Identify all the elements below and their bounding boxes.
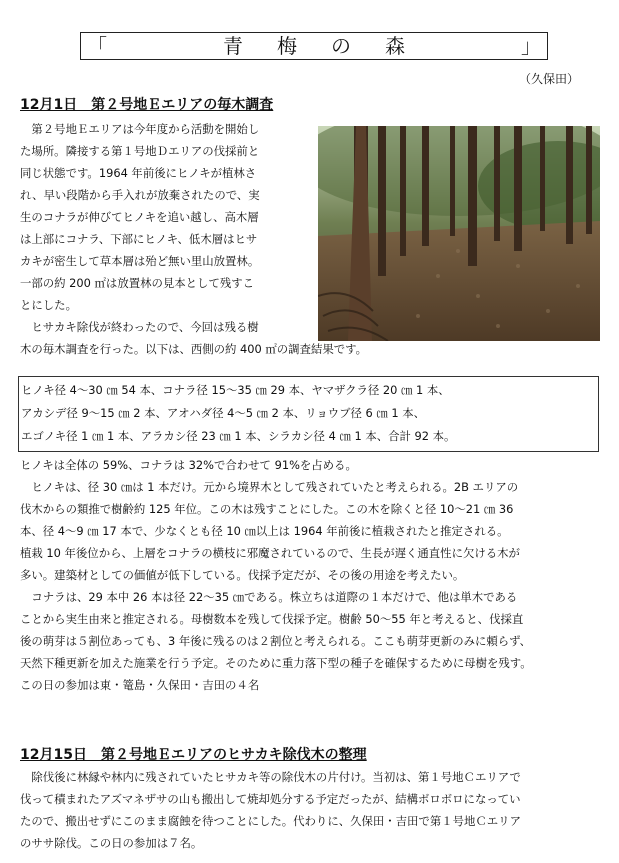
text-line: れ、早い段階から手入れが放棄されたので、実 xyxy=(20,188,260,202)
survey-line: アカシデ径 9～15 ㎝ 2 本、アオハダ径 4～5 ㎝ 2 本、リョウブ径 6 ㎝ 1 本、 xyxy=(21,406,426,420)
title-close-bracket: 」 xyxy=(521,34,541,58)
text-line: 同じ状態です。1964 年前後にヒノキが植林さ xyxy=(20,166,257,180)
text-line: 植栽 10 年後位から、上層をコナラの横枝に邪魔されているので、生長が遅く通直性に欠ける木が xyxy=(20,546,520,560)
section1-body xyxy=(20,454,532,696)
survey-results-box xyxy=(18,376,599,452)
text-line: 除伐後に林縁や林内に残されていたヒサカキ等の除伐木の片付け。当初は、第１号地Ｃエリアで xyxy=(20,770,521,784)
section2-heading: 12月15日 第２号地Ｅエリアのヒサカキ除伐木の整理 xyxy=(20,747,367,763)
forest-photo xyxy=(318,126,600,341)
text-line: 本、径 4～9 ㎝ 17 本で、少なくとも径 10 ㎝以上は 1964 年前後に植栽されたと推定される。 xyxy=(20,524,509,538)
text-line: 多い。建築材としての価値が低下している。伐採予定だが、その後の用途を考えたい。 xyxy=(20,568,465,582)
survey-line: ヒノキ径 4～30 ㎝ 54 本、コナラ径 15～35 ㎝ 29 本、ヤマザクラ径 20 ㎝ 1 本、 xyxy=(21,383,450,397)
text-line: ヒサカキ除伐が終わったので、今回は残る樹 xyxy=(20,320,259,334)
text-line: 生のコナラが伸びてヒノキを追い越し、高木層 xyxy=(20,210,259,224)
text-line: ことから実生由来と推定される。母樹数本を残して伐採予定。樹齢 50～55 年と考えると、伐採直 xyxy=(20,612,524,626)
author-name: （久保田） xyxy=(518,72,579,86)
section1-heading: 12月1日 第２号地Ｅエリアの毎木調査 xyxy=(20,97,274,113)
text-line: 木の毎木調査を行った。以下は、西側の約 400 ㎡の調査結果です。 xyxy=(20,342,368,356)
text-line: ヒノキは、径 30 ㎝は 1 本だけ。元から境界木として残されていたと考えられる。2B エリアの xyxy=(20,480,519,494)
newsletter-title-box xyxy=(80,32,548,60)
title-open-bracket: 「 xyxy=(87,34,107,58)
text-line: 一部の約 200 ㎡は放置林の見本として残すこ xyxy=(20,276,255,290)
text-line: た場所。隣接する第１号地Ｄエリアの伐採前と xyxy=(20,144,260,158)
text-line: カキが密生して草本層は殆ど無い里山放置林。 xyxy=(20,254,260,268)
text-line: 伐木からの類推で樹齢約 125 年位。この木は残すことにした。この木を除くと径 10～21 ㎝ 36 xyxy=(20,502,514,516)
text-line: とにした。 xyxy=(20,298,77,312)
text-line: この日の参加は東・篭島・久保田・吉田の４名 xyxy=(20,678,260,692)
text-line: 天然下種更新を加えた施業を行う予定。そのために重力落下型の種子を確保するために母樹を残す。 xyxy=(20,656,532,670)
newsletter-title: 青梅の森 xyxy=(223,34,439,58)
text-line: 後の萌芽は５割位あっても、3 年後に残るのは２割位と考えられる。ここも萌芽更新のみに頼らず、 xyxy=(20,634,532,648)
text-line: 伐って積まれたアズマネザサの山も搬出して焼却処分する予定だったが、結構ボロボロになってい xyxy=(20,792,521,806)
section2-body xyxy=(20,766,521,854)
text-line: のササ除伐。この日の参加は７名。 xyxy=(20,836,203,850)
text-line: ヒノキは全体の 59%、コナラは 32%で合わせて 91%を占める。 xyxy=(20,458,357,472)
text-line: たので、搬出せずにこのまま腐蝕を待つことにした。代わりに、久保田・吉田で第１号地Ｃエリア xyxy=(20,814,521,828)
section1-intro xyxy=(20,118,367,360)
text-line: は上部にコナラ、下部にヒノキ、低木層はヒサ xyxy=(20,232,258,246)
text-line: 第２号地Ｅエリアは今年度から活動を開始し xyxy=(20,122,260,136)
text-line: コナラは、29 本中 26 本は径 22～35 ㎝である。株立ちは道際の１本だけで、他は単木である xyxy=(20,590,518,604)
survey-line: エゴノキ径 1 ㎝ 1 本、アラカシ径 23 ㎝ 1 本、シラカシ径 4 ㎝ 1 本、合計 92 本。 xyxy=(21,429,456,443)
